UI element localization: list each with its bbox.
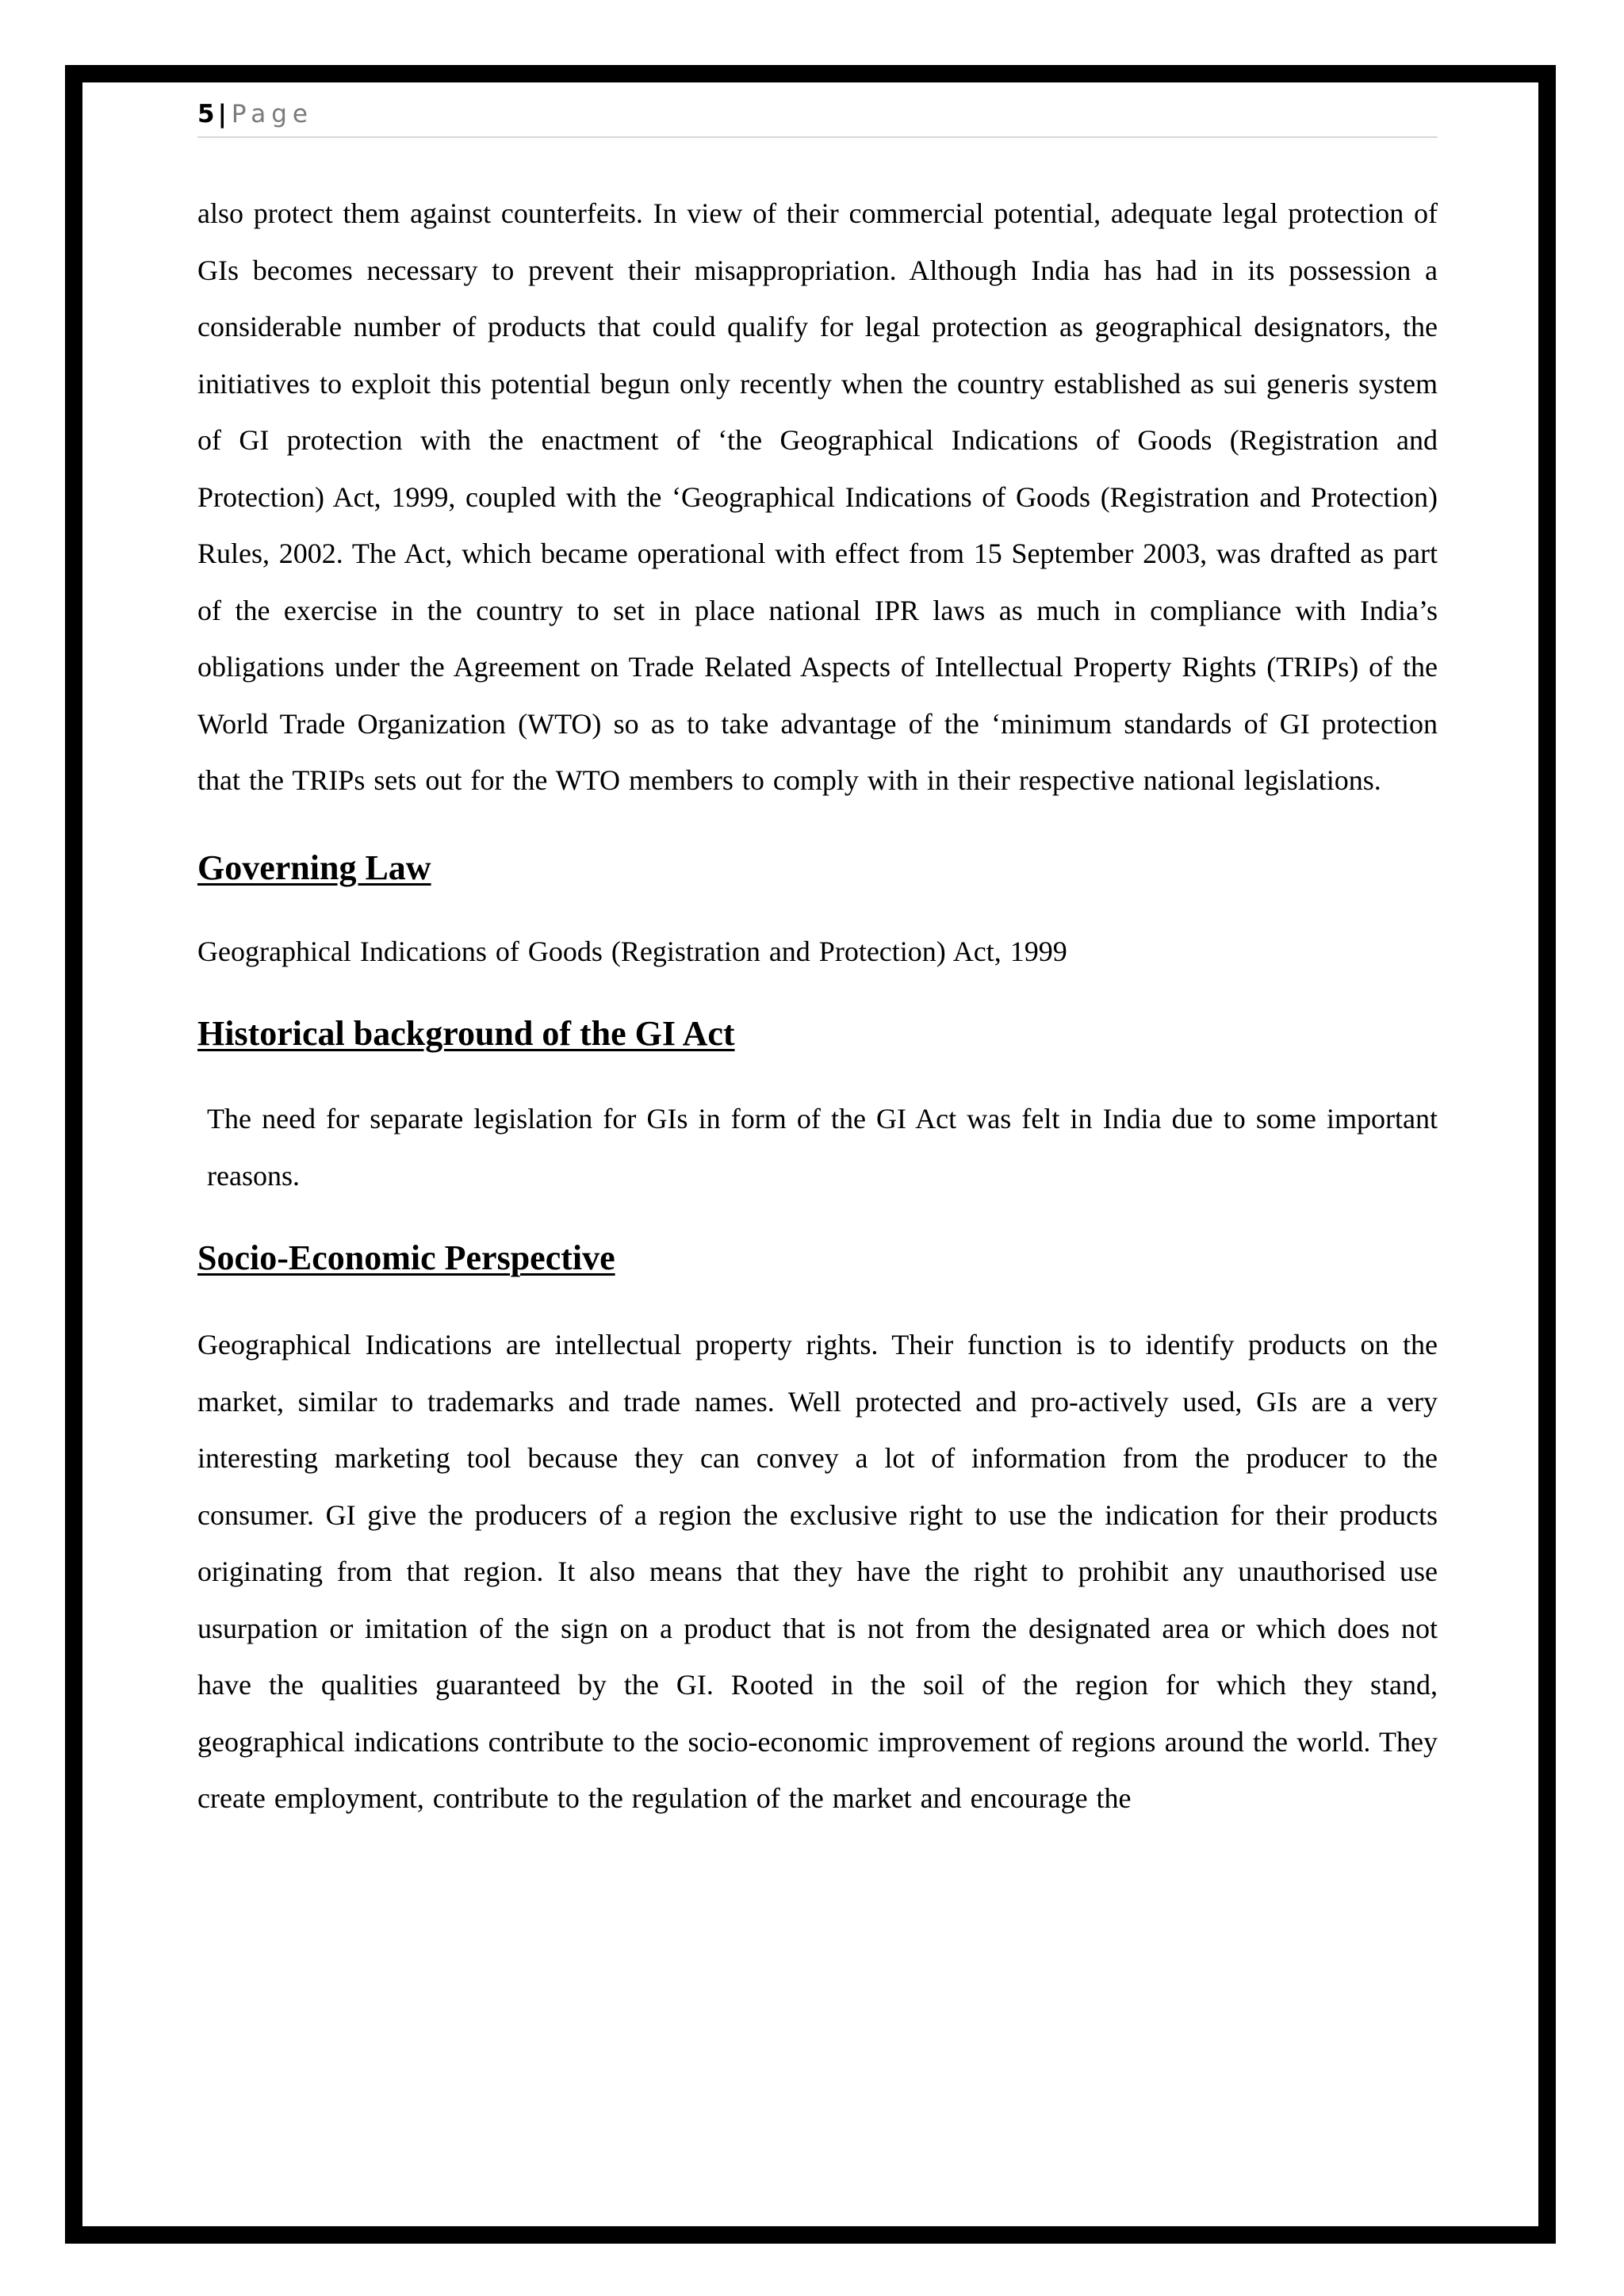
page-header	[197, 97, 1438, 138]
page-label: Page	[231, 100, 313, 128]
heading-socio-economic: Socio-Economic Perspective	[197, 1238, 615, 1277]
socio-economic-text: Geographical Indications are intellectual property rights. Their function is to identify products on the market, similar to trademarks and trade names. Well protected and pro-actively used, GIs are a very interesting marketing tool because they can convey a lot of information from the producer to the consumer. GI give the producers of a region the exclusive right to use the indication for their products originating from that region. It also means that they have the right to prohibit any unauthorised use usurpation or imitation of the sign on a product that is not from the designated area or which does not have the qualities guaranteed by the GI. Rooted in the soil of the region for which they stand, geographical indications contribute to the socio-economic improvement of regions around the world. They create employment, contribute to the regulation of the market and encourage the	[197, 1329, 1438, 1814]
page-number-separator: |	[217, 100, 227, 128]
intro-paragraph: also protect them against counterfeits. In view of their commercial potential, adequate legal protection of GIs becomes necessary to prevent their misappropriation. Although India has had in its possession a considerable number of products that could qualify for legal protection as geographical designators, the initiatives to exploit this potential begun only recently when the country established as sui generis system of GI protection with the enactment of ‘the Geographical Indications of Goods (Registration and Protection) Act, 1999, coupled with the ‘Geographical Indications of Goods (Registration and Protection) Rules, 2002. The Act, which became operational with effect from 15 September 2003, was drafted as part of the exercise in the country to set in place national IPR laws as much in compliance with India’s obligations under the Agreement on Trade Related Aspects of Intellectual Property Rights (TRIPs) of the World Trade Organization (WTO) so as to take advantage of the ‘minimum standards of GI protection that the TRIPs sets out for the WTO members to comply with in their respective national legislations.	[197, 197, 1438, 796]
heading-historical-background: Historical background of the GI Act	[197, 1014, 735, 1053]
heading-governing-law: Governing Law	[197, 848, 431, 887]
governing-law-text: Geographical Indications of Goods (Registration and Protection) Act, 1999	[197, 935, 1067, 967]
document-body	[197, 186, 1438, 1827]
historical-background-text: The need for separate legislation for GIs in form of the GI Act was felt in India due to some important reasons.	[207, 1103, 1438, 1192]
page-number: 5	[197, 100, 215, 128]
